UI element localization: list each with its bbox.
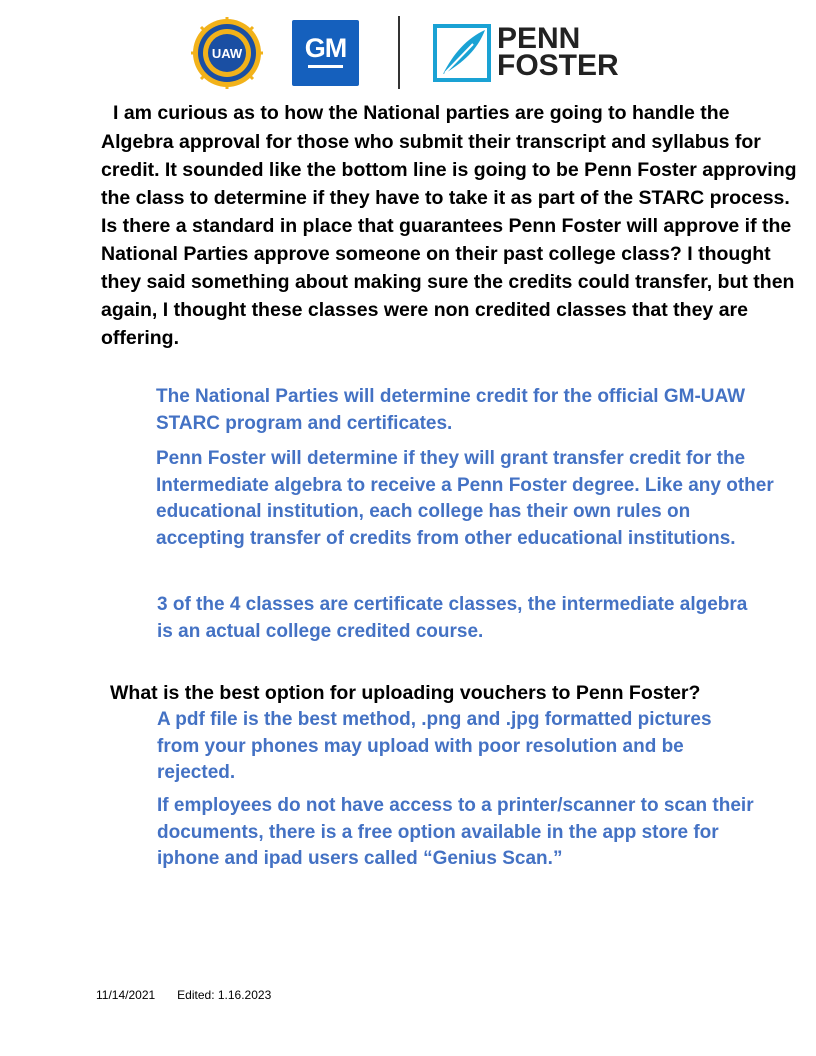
logo-divider [398, 16, 400, 89]
faq-answer-2-1 [157, 707, 717, 787]
logo-header [0, 0, 816, 100]
question-2-text: What is the best option for uploading vouchers to Penn Foster? [110, 682, 701, 704]
faq-answer-1-3 [157, 592, 757, 645]
gm-logo-underline [308, 65, 343, 68]
footer [96, 988, 271, 1002]
gm-logo [292, 20, 359, 86]
answer-text: Penn Foster will determine if they will grant transfer credit for the Intermediate algebra to receive a Penn Foster degree. Like any other educational institution, each college has their own rules on accepting transfer of credits from other educational institutions. [156, 448, 774, 549]
footer-date: 11/14/2021 [96, 988, 156, 1002]
faq-answer-1-2 [156, 446, 776, 552]
penn-foster-line2: FOSTER [497, 49, 619, 82]
answer-text: If employees do not have access to a printer/scanner to scan their documents, there is a free option available in the app store for iphone and ipad users called “Genius Scan.” [157, 795, 754, 869]
faq-question-1 [101, 99, 801, 352]
answer-text: A pdf file is the best method, .png and .jpg formatted pictures from your phones may upload with poor resolution and be rejected. [157, 709, 712, 783]
penn-foster-wordmark [497, 22, 619, 82]
question-1-text: I am curious as to how the National parties are going to handle the Algebra approval for those who submit their transcript and syllabus for credit. It sounded like the bottom line is going to be Penn Foster approving the class to determine if they have to take it as part of the STARC process. Is there a standard in place that guarantees Penn Foster will approve if the National Parties approve someone on their past college class? I thought they said something about making sure the credits could transfer, but then again, I thought these classes were non credited classes that they are offering. [101, 102, 797, 349]
faq-answer-1-1 [156, 384, 756, 437]
faq-question-2 [110, 679, 790, 707]
uaw-logo [191, 17, 263, 89]
penn-foster-line1: PENN [497, 22, 581, 55]
svg-text:UAW: UAW [211, 46, 243, 61]
faq-answer-2-2 [157, 793, 777, 873]
answer-text: The National Parties will determine credit for the official GM-UAW STARC program and certificates. [156, 386, 746, 434]
gm-logo-text: GM [304, 33, 347, 63]
answer-text: 3 of the 4 classes are certificate classes, the intermediate algebra is an actual college credited course. [157, 594, 748, 642]
penn-foster-quill-icon [433, 24, 491, 82]
footer-edited: Edited: 1.16.2023 [177, 988, 272, 1002]
